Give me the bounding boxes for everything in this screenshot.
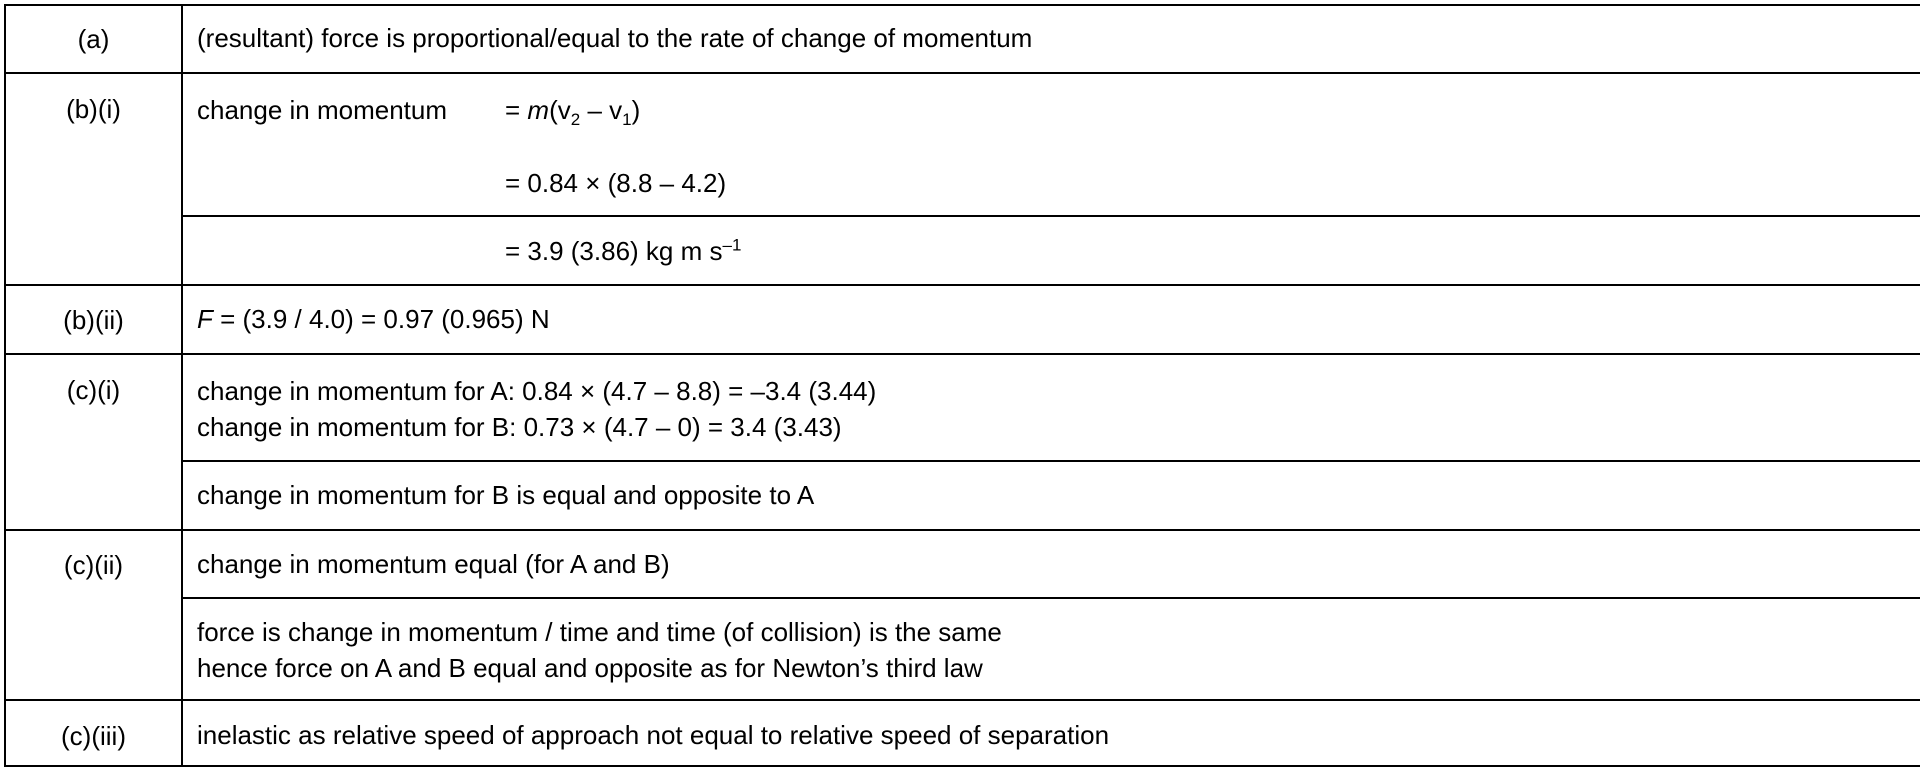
row-separator [181, 460, 1920, 462]
answer-b-i-line2: = 0.84 × (8.8 – 4.2) [505, 168, 727, 198]
row-separator [4, 353, 1920, 355]
question-label-c-i: (c)(i) [66, 375, 121, 405]
row-separator [181, 597, 1920, 599]
question-label-c-iii: (c)(iii) [61, 721, 126, 751]
row-separator [4, 284, 1920, 286]
question-label-b-ii: (b)(ii) [63, 305, 124, 335]
answer-c-i-line3: change in momentum for B is equal and opposite to A [197, 480, 815, 510]
answer-c-ii-line1: change in momentum equal (for A and B) [197, 549, 670, 579]
answer-c-i-lines: change in momentum for A: 0.84 × (4.7 – 8.8) = –3.4 (3.44) change in momentum for B: 0.73 × (4.7 – 0) = 3.4 (3.43) [197, 376, 877, 442]
answer-b-i-prefix: change in momentum [197, 95, 448, 125]
answer-a: (resultant) force is proportional/equal to the rate of change of momentum [197, 23, 1033, 53]
row-separator [4, 529, 1920, 531]
question-label-c-ii: (c)(ii) [63, 550, 124, 580]
answer-b-i-line3: = 3.9 (3.86) kg m $s^{-1}$ [505, 235, 742, 266]
answer-c-iii: inelastic as relative speed of approach not equal to relative speed of separation [197, 720, 1110, 750]
answer-b-i-line1 [197, 92, 641, 130]
answer-b-i-equation: = $m(v_2 - v_1)$ [505, 95, 641, 130]
answer-c-ii-lines2: force is change in momentum / time and time (of collision) is the same hence force on A and B equal and opposite as for Newton’s third law [197, 617, 1002, 683]
question-label-b-i: (b)(i) [66, 94, 121, 124]
answer-b-ii: F = (3.9 / 4.0) = 0.97 (0.965) N [197, 304, 550, 334]
row-separator [4, 699, 1920, 701]
column-divider [181, 4, 183, 767]
row-separator [4, 72, 1920, 74]
row-separator [181, 215, 1920, 217]
question-label-a: (a) [77, 24, 110, 54]
